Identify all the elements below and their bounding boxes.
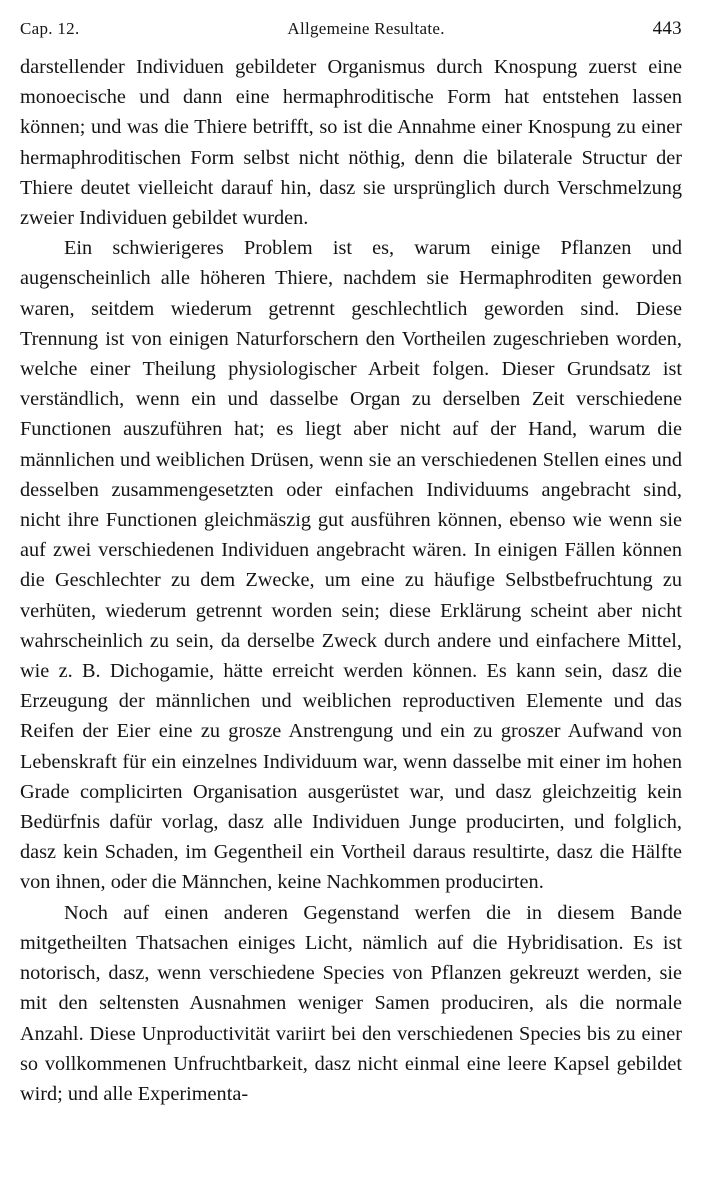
running-head — [20, 18, 682, 52]
page-number: 443 — [652, 18, 682, 39]
body-text — [20, 52, 682, 1109]
paragraph-continuation: darstellender Individuen gebildeter Organismus durch Knospung zuerst eine monoecische und dann eine hermaphroditische Form hat entstehen lassen können; und was die Thiere betrifft, so ist die Annahme einer Knospung zu einer hermaphroditischen Form selbst nicht nöthig, denn die bilaterale Structur der Thiere deutet vielleicht darauf hin, dasz sie ursprünglich durch Verschmelzung zweier Individuen gebildet wurden. — [20, 56, 682, 230]
paragraph-sexual-separation: Ein schwierigeres Problem ist es, warum einige Pflanzen und augenscheinlich alle höheren Thiere, nachdem sie Hermaphroditen geworden waren, seitdem wiederum getrennt geschlechtlich geworden sind. Diese Trennung ist von einigen Naturforschern den Vortheilen zugeschrieben worden, welche einer Theilung physiologischer Arbeit folgen. Dieser Grundsatz ist verständlich, wenn ein und dasselbe Organ zu derselben Zeit verschiedene Functionen auszuführen hat; es liegt aber nicht auf der Hand, warum die männlichen und weiblichen Drüsen, wenn sie an verschiedenen Stellen eines und desselben zusammengesetzten oder einfachen Individuums angebracht sind, nicht ihre Functionen gleichmäszig gut ausführen können, ebenso wie wenn sie auf zwei verschiedenen Individuen angebracht wären. In einigen Fällen können die Geschlechter zu dem Zwecke, um eine zu häufige Selbstbefruchtung zu verhüten, wiederum getrennt worden sein; diese Erklärung scheint aber nicht wahrscheinlich zu sein, da derselbe Zweck durch andere und einfachere Mittel, wie z. B. Dichogamie, hätte erreicht werden können. Es kann sein, dasz die Erzeugung der männlichen und weiblichen reproductiven Elemente und das Reifen der Eier eine zu grosze Anstrengung und ein zu groszer Aufwand von Lebenskraft für ein einzelnes Individuum war, wenn dasselbe mit einer im hohen Grade complicirten Organisation ausgerüstet war, und dasz gleichzeitig kein Bedürfnis dafür vorlag, dasz alle Individuen Junge producirten, und folglich, dasz kein Schaden, im Gegentheil ein Vortheil daraus resultirte, dasz die Hälfte von ihnen, oder die Männchen, keine Nachkommen producirten. — [20, 237, 682, 894]
paragraph-hybridisation: Noch auf einen anderen Gegenstand werfen die in diesem Bande mitgetheilten Thatsachen einiges Licht, nämlich auf die Hybridisation. Es ist notorisch, dasz, wenn verschiedene Species von Pflanzen gekreuzt werden, sie mit den seltensten Ausnahmen weniger Samen produciren, als die normale Anzahl. Diese Unproductivität variirt bei den verschiedenen Species bis zu einer so vollkommenen Unfruchtbarkeit, dasz nicht einmal eine leere Kapsel gebildet wird; und alle Experimenta- — [20, 901, 682, 1105]
running-title: Allgemeine Resultate. — [287, 19, 445, 38]
book-page — [20, 18, 682, 1109]
chapter-label: Cap. 12. — [20, 19, 80, 38]
